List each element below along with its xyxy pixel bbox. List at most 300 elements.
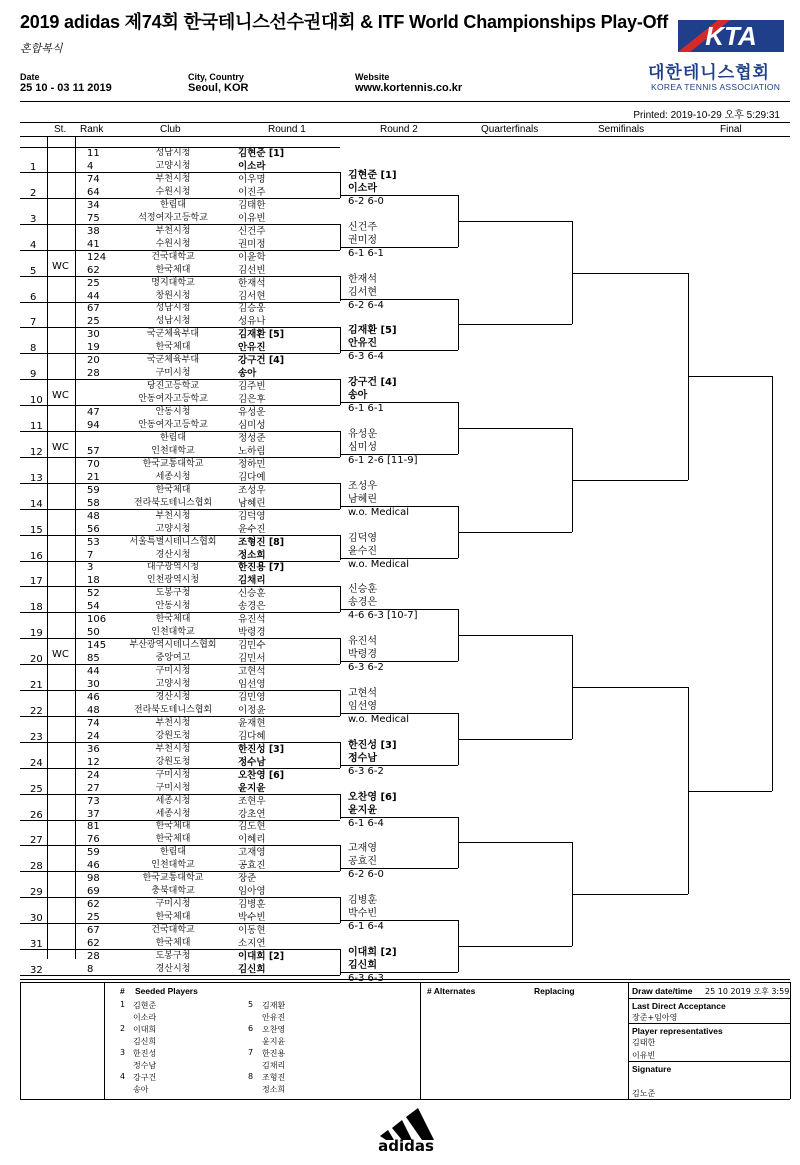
seeded-hash: # — [120, 986, 125, 996]
round2-player-a: 김현준 [1] — [348, 169, 397, 181]
round2-score: 6-1 2-6 [11-9] — [348, 454, 418, 466]
rank-a: 62 — [87, 899, 100, 911]
row-divider — [20, 405, 340, 406]
club-a: 한국체대 — [155, 614, 191, 625]
column-st: St. — [54, 124, 67, 135]
player-b: 임선영 — [238, 679, 266, 690]
header-divider — [20, 101, 790, 102]
row-divider — [20, 457, 340, 458]
club-b: 중앙여고 — [155, 653, 191, 664]
draw-position: 21 — [30, 680, 43, 691]
round2-player-b: 이소라 — [348, 182, 377, 194]
club-b: 안동여자고등학교 — [138, 420, 208, 430]
seed-number: 8 — [248, 1072, 254, 1081]
rank-b: 18 — [87, 575, 100, 587]
player-rep-2: 이유빈 — [632, 1051, 656, 1060]
player-b: 이혜리 — [238, 834, 266, 846]
bracket-line — [458, 635, 572, 636]
round2-score: 6-3 6-2 — [348, 662, 384, 674]
club-a: 도봉구청 — [155, 588, 191, 599]
club-a: 세종시청 — [155, 795, 191, 806]
rank-a: 52 — [87, 588, 100, 600]
rank-a: 38 — [87, 225, 100, 237]
rank-b: 8 — [87, 963, 94, 975]
round2-score: w.o. Medical — [348, 506, 410, 518]
rank-b: 30 — [87, 679, 100, 690]
rank-a: 28 — [87, 950, 100, 962]
seed-player-a: 한진성 — [133, 1049, 157, 1058]
round2-score: 6-1 6-4 — [348, 921, 384, 933]
draw-position: 24 — [30, 757, 43, 769]
row-divider — [20, 483, 340, 484]
rank-a: 48 — [87, 510, 100, 522]
player-a: 이윤학 — [238, 251, 266, 263]
website-value: www.kortennis.co.kr — [355, 82, 463, 94]
seed-player-b: 김채리 — [262, 1061, 286, 1070]
player-a: 이동현 — [238, 925, 266, 936]
row-divider — [20, 198, 340, 199]
club-a: 성남시청 — [155, 303, 191, 314]
seed-player-b: 정소희 — [262, 1085, 286, 1094]
club-b: 고양시청 — [155, 523, 191, 534]
club-b: 인천대학교 — [151, 627, 195, 638]
draw-position: 9 — [30, 369, 37, 381]
bracket-line — [340, 195, 458, 196]
round2-player-a: 김병훈 — [348, 895, 377, 907]
player-b: 송아 — [238, 368, 257, 380]
player-a: 유성운 — [238, 407, 266, 418]
bracket-line — [340, 299, 458, 300]
round2-score: 6-1 6-1 — [348, 247, 384, 259]
club-a: 건국대학교 — [151, 251, 195, 262]
rank-b: 54 — [87, 601, 100, 613]
rank-b: 94 — [87, 420, 100, 431]
draw-position: 6 — [30, 291, 37, 303]
row-divider — [20, 431, 340, 432]
rank-b: 62 — [87, 938, 100, 949]
player-b: 김서현 — [238, 290, 266, 302]
draw-position: 32 — [30, 964, 43, 976]
draw-position: 11 — [30, 421, 43, 432]
row-divider — [20, 742, 340, 743]
player-b: 공효진 — [238, 860, 266, 872]
player-a: 한진성 [3] — [238, 743, 285, 755]
player-reps-label: Player representatives — [632, 1026, 723, 1036]
club-a: 한림대 — [159, 432, 187, 443]
player-b: 김신희 — [238, 963, 266, 975]
player-b: 윤지윤 — [238, 782, 266, 794]
club-a: 서울특별시테니스협회 — [129, 536, 217, 547]
seed-player-b: 김신희 — [133, 1037, 157, 1046]
round2-score: 4-6 6-3 [10-7] — [348, 610, 418, 622]
bracket-line — [340, 972, 458, 973]
rank-a: 70 — [87, 458, 100, 470]
column-round1: Round 1 — [268, 124, 306, 135]
round2-player-b: 권미정 — [348, 234, 377, 246]
seed-player-a: 김재환 — [262, 1001, 286, 1010]
club-b: 안동시청 — [155, 601, 191, 612]
club-b: 한국체대 — [155, 912, 191, 923]
rank-a: 73 — [87, 795, 100, 807]
round2-score: 6-1 6-1 — [348, 403, 384, 415]
club-b: 창원시청 — [155, 290, 191, 301]
rank-a: 59 — [87, 847, 100, 859]
seed-player-a: 조형진 — [262, 1073, 286, 1082]
round2-player-b: 공효진 — [348, 856, 377, 868]
seed-player-b: 정수남 — [133, 1061, 157, 1070]
bracket-line — [688, 791, 772, 792]
bracket-line — [340, 817, 458, 818]
round2-score: 6-2 6-0 — [348, 869, 384, 881]
seed-number: 4 — [120, 1072, 126, 1081]
player-b: 정소희 — [238, 549, 266, 561]
draw-position: 29 — [30, 887, 43, 899]
player-b: 이진주 — [238, 186, 266, 198]
round2-player-a: 고현석 — [348, 687, 377, 699]
seed-number: 1 — [120, 1000, 126, 1009]
bracket-line — [458, 532, 572, 533]
player-b: 이소라 — [238, 161, 266, 172]
club-a: 성남시청 — [155, 148, 191, 158]
logo-english-name: KOREA TENNIS ASSOCIATION — [651, 82, 781, 92]
round2-score: 6-3 6-3 — [348, 972, 384, 984]
column-round2: Round 2 — [380, 124, 418, 135]
rank-a: 124 — [87, 251, 107, 263]
player-a: 강구건 [4] — [238, 355, 285, 367]
round2-player-b: 윤지윤 — [348, 804, 377, 816]
player-a: 신승훈 — [238, 588, 266, 600]
club-b: 한국체대 — [155, 834, 191, 845]
round2-player-b: 송아 — [348, 390, 368, 402]
rank-a: 145 — [87, 640, 107, 652]
club-a: 한국체대 — [155, 484, 191, 495]
row-divider — [20, 535, 340, 536]
club-b: 인천대학교 — [151, 860, 195, 871]
draw-position: 19 — [30, 628, 43, 640]
draw-position: 10 — [30, 395, 43, 407]
club-a: 구미시청 — [155, 899, 191, 910]
bracket-line — [572, 894, 688, 895]
round2-player-a: 신건주 — [348, 221, 377, 233]
footer-rule — [628, 998, 790, 999]
player-b: 박령경 — [238, 627, 266, 639]
rank-a: 59 — [87, 484, 100, 496]
round2-player-a: 신승훈 — [348, 584, 377, 596]
player-a: 김승웅 — [238, 303, 266, 315]
round2-player-b: 김신희 — [348, 959, 377, 971]
rank-a: 44 — [87, 666, 100, 677]
rank-b: 19 — [87, 342, 100, 354]
bracket-line — [340, 558, 458, 559]
rank-b: 76 — [87, 834, 100, 846]
player-a: 오찬영 [6] — [238, 769, 285, 781]
city-label: City, Country — [188, 72, 244, 82]
bracket-line — [458, 324, 572, 325]
club-a: 부천시청 — [155, 743, 191, 754]
draw-position: 3 — [30, 213, 37, 225]
printed-timestamp: Printed: 2019-10-29 오후 5:29:31 — [633, 110, 780, 121]
rank-b: 7 — [87, 549, 94, 561]
rank-b: 44 — [87, 290, 100, 302]
club-b: 구미시청 — [155, 368, 191, 379]
player-b: 남혜린 — [238, 497, 266, 509]
player-b: 강초연 — [238, 808, 266, 820]
rank-a: 47 — [87, 407, 100, 418]
player-b: 임아영 — [238, 886, 266, 898]
rank-b: 85 — [87, 653, 100, 665]
status-code: WC — [52, 649, 69, 661]
row-divider — [20, 949, 340, 950]
player-a: 이우명 — [238, 173, 266, 185]
rank-a: 11 — [87, 148, 100, 159]
player-b: 김다혜 — [238, 730, 266, 742]
draw-position: 27 — [30, 835, 43, 847]
draw-position: 4 — [30, 239, 37, 251]
club-a: 건국대학교 — [151, 925, 195, 935]
rank-a: 30 — [87, 329, 100, 341]
club-b: 전라북도테니스협회 — [133, 704, 213, 715]
draw-position: 15 — [30, 524, 43, 536]
club-a: 안동시청 — [155, 407, 191, 417]
player-a: 정성준 — [238, 432, 266, 444]
row-divider — [20, 276, 340, 277]
club-b: 세종시청 — [155, 471, 191, 482]
bracket-line — [340, 247, 458, 248]
status-code: WC — [52, 260, 69, 272]
club-a: 부천시청 — [155, 173, 191, 184]
row-divider — [20, 250, 340, 251]
rank-b: 57 — [87, 445, 100, 457]
row-divider — [20, 923, 340, 924]
player-a: 조형진 [8] — [238, 536, 285, 548]
club-a: 당진고등학교 — [146, 381, 200, 392]
draw-datetime-label: Draw date/time — [632, 986, 693, 996]
rank-b: 37 — [87, 808, 100, 820]
club-a: 구미시청 — [155, 666, 191, 676]
player-a: 이대희 [2] — [238, 950, 285, 962]
footer-border — [420, 982, 421, 1099]
adidas-wordmark: adidas — [378, 1137, 434, 1152]
club-b: 고양시청 — [155, 161, 191, 171]
bracket-line — [340, 765, 458, 766]
player-a: 고현석 — [238, 666, 266, 677]
bracket-line — [458, 739, 572, 740]
rank-b: 69 — [87, 886, 100, 898]
bracket-line — [340, 506, 458, 507]
draw-position: 5 — [30, 265, 37, 277]
round2-player-a: 오찬영 [6] — [348, 791, 397, 803]
footer-rule — [628, 1061, 790, 1062]
player-b: 안유진 — [238, 342, 266, 354]
round2-player-b: 심미성 — [348, 441, 377, 453]
player-a: 김현준 [1] — [238, 148, 285, 159]
rank-a: 74 — [87, 717, 100, 729]
player-b: 성유나 — [238, 316, 266, 328]
round2-player-a: 한재석 — [348, 273, 377, 285]
draw-position: 31 — [30, 939, 43, 950]
round2-player-b: 김서현 — [348, 286, 377, 298]
seed-player-a: 강구건 — [133, 1073, 157, 1082]
rank-b: 56 — [87, 523, 100, 535]
draw-position: 28 — [30, 861, 43, 873]
player-a: 유진석 — [238, 614, 266, 626]
club-a: 부천시청 — [155, 510, 191, 521]
rank-a: 81 — [87, 821, 100, 833]
club-b: 충북대학교 — [151, 886, 195, 897]
player-a: 김도현 — [238, 821, 266, 833]
rank-b: 25 — [87, 316, 100, 328]
draw-position: 1 — [30, 162, 37, 173]
club-a: 한림대 — [159, 847, 187, 858]
round2-player-a: 유진석 — [348, 636, 377, 648]
rank-b: 50 — [87, 627, 100, 639]
row-divider — [20, 690, 340, 691]
seed-player-a: 오찬영 — [262, 1025, 286, 1034]
bracket-line — [340, 713, 458, 714]
footer-top-rule — [20, 982, 790, 983]
logo-korean-name: 대한테니스협회 — [648, 63, 770, 83]
seed-number: 5 — [248, 1000, 254, 1009]
club-b: 고양시청 — [155, 679, 191, 689]
round2-player-a: 고재영 — [348, 843, 377, 855]
rank-a: 67 — [87, 925, 100, 936]
player-a: 김재환 [5] — [238, 329, 285, 341]
draw-position: 2 — [30, 187, 37, 199]
date-label: Date — [20, 72, 40, 82]
rank-b: 48 — [87, 704, 100, 716]
player-rep-1: 김태한 — [632, 1038, 656, 1047]
seed-player-b: 윤지윤 — [262, 1037, 286, 1046]
footer-border — [104, 982, 105, 1099]
player-a: 한진용 [7] — [238, 562, 285, 574]
row-divider — [20, 975, 340, 976]
round2-score: w.o. Medical — [348, 713, 410, 725]
player-a: 고재영 — [238, 847, 266, 859]
player-b: 이유빈 — [238, 212, 266, 224]
round2-player-b: 안유진 — [348, 338, 377, 350]
player-a: 김민수 — [238, 640, 266, 652]
website-label: Website — [355, 72, 390, 82]
kta-logo — [678, 20, 784, 52]
club-a: 부천시청 — [155, 717, 191, 728]
round2-player-a: 김덕영 — [348, 532, 377, 544]
draw-position: 8 — [30, 343, 37, 355]
round2-score: 6-1 6-4 — [348, 817, 384, 829]
draw-position: 26 — [30, 809, 43, 821]
seed-number: 7 — [248, 1048, 254, 1057]
column-header-top-rule — [20, 122, 790, 123]
club-b: 한국체대 — [155, 342, 191, 353]
seed-player-b: 안유진 — [262, 1013, 286, 1022]
seeded-players-title: Seeded Players — [135, 986, 198, 996]
rank-a: 74 — [87, 173, 100, 185]
replacing-title: Replacing — [534, 986, 575, 996]
bracket-line — [458, 842, 572, 843]
club-b: 성남시청 — [155, 316, 191, 327]
club-b: 한국체대 — [155, 264, 191, 275]
club-b: 경산시청 — [155, 963, 191, 974]
column-semifinals: Semifinals — [598, 124, 645, 135]
tournament-title: 2019 adidas 제74회 한국테니스선수권대회 & ITF World Championships Play-Off — [20, 12, 669, 32]
bracket-line — [458, 428, 572, 429]
player-b: 이정윤 — [238, 704, 266, 716]
bracket-line — [458, 946, 572, 947]
club-b: 구미시청 — [155, 782, 191, 793]
draw-position: 13 — [30, 472, 43, 484]
club-b: 전라북도테니스협회 — [133, 497, 213, 508]
draw-position: 23 — [30, 731, 43, 743]
signature-label: Signature — [632, 1064, 672, 1074]
player-b: 윤수진 — [238, 523, 266, 535]
logo-text: KTA — [705, 21, 757, 51]
row-divider — [20, 794, 340, 795]
draw-position: 18 — [30, 602, 43, 614]
draw-datetime-value: 25 10 2019 오후 3:59 — [705, 987, 790, 996]
row-divider — [20, 664, 340, 665]
player-b: 김다예 — [238, 471, 266, 483]
draw-position: 17 — [30, 576, 43, 588]
bracket-line — [340, 402, 458, 403]
club-a: 명지대학교 — [151, 277, 195, 288]
draw-bottom-rule — [20, 979, 790, 980]
player-a: 윤재현 — [238, 717, 266, 729]
signature-value: 김노준 — [632, 1089, 656, 1098]
club-b: 수원시청 — [155, 186, 191, 197]
round2-score: w.o. Medical — [348, 558, 410, 570]
seed-player-a: 한진용 — [262, 1049, 286, 1058]
last-direct-value: 장준+임아영 — [632, 1013, 678, 1022]
bracket-line — [772, 376, 773, 790]
status-code: WC — [52, 441, 69, 453]
bracket-line — [572, 273, 688, 274]
column-quarterfinals: Quarterfinals — [481, 124, 539, 135]
player-b: 소지연 — [238, 938, 266, 949]
bracket-line — [340, 868, 458, 869]
draw-position: 14 — [30, 498, 43, 510]
round2-score: 6-3 6-4 — [348, 351, 384, 363]
rank-b: 25 — [87, 912, 100, 924]
rank-a: 3 — [87, 562, 94, 574]
rank-b: 28 — [87, 368, 100, 380]
club-a: 도봉구청 — [155, 950, 191, 961]
draw-grid-line — [47, 136, 48, 959]
row-divider — [20, 768, 340, 769]
club-a: 부천시청 — [155, 225, 191, 236]
column-club: Club — [160, 124, 181, 135]
status-code: WC — [52, 390, 69, 402]
round2-score: 6-2 6-0 — [348, 195, 384, 207]
player-a: 신건주 — [238, 225, 266, 237]
club-b: 인천광역시청 — [146, 575, 200, 586]
round2-score: 6-2 6-4 — [348, 299, 384, 311]
round2-player-a: 강구건 [4] — [348, 377, 397, 389]
rank-a: 34 — [87, 199, 100, 211]
rank-b: 58 — [87, 497, 100, 509]
player-b: 노하림 — [238, 445, 266, 457]
rank-a: 53 — [87, 536, 100, 548]
club-b: 강원도청 — [155, 730, 191, 741]
player-a: 정하민 — [238, 458, 266, 470]
club-a: 한림대 — [159, 199, 187, 210]
row-divider — [20, 172, 340, 173]
seed-player-a: 이대희 — [133, 1025, 157, 1034]
player-a: 조현우 — [238, 795, 266, 807]
draw-position: 7 — [30, 317, 37, 329]
bracket-line — [340, 920, 458, 921]
round2-player-a: 조성우 — [348, 480, 377, 492]
column-rank: Rank — [80, 124, 104, 135]
player-a: 김주빈 — [238, 381, 266, 393]
